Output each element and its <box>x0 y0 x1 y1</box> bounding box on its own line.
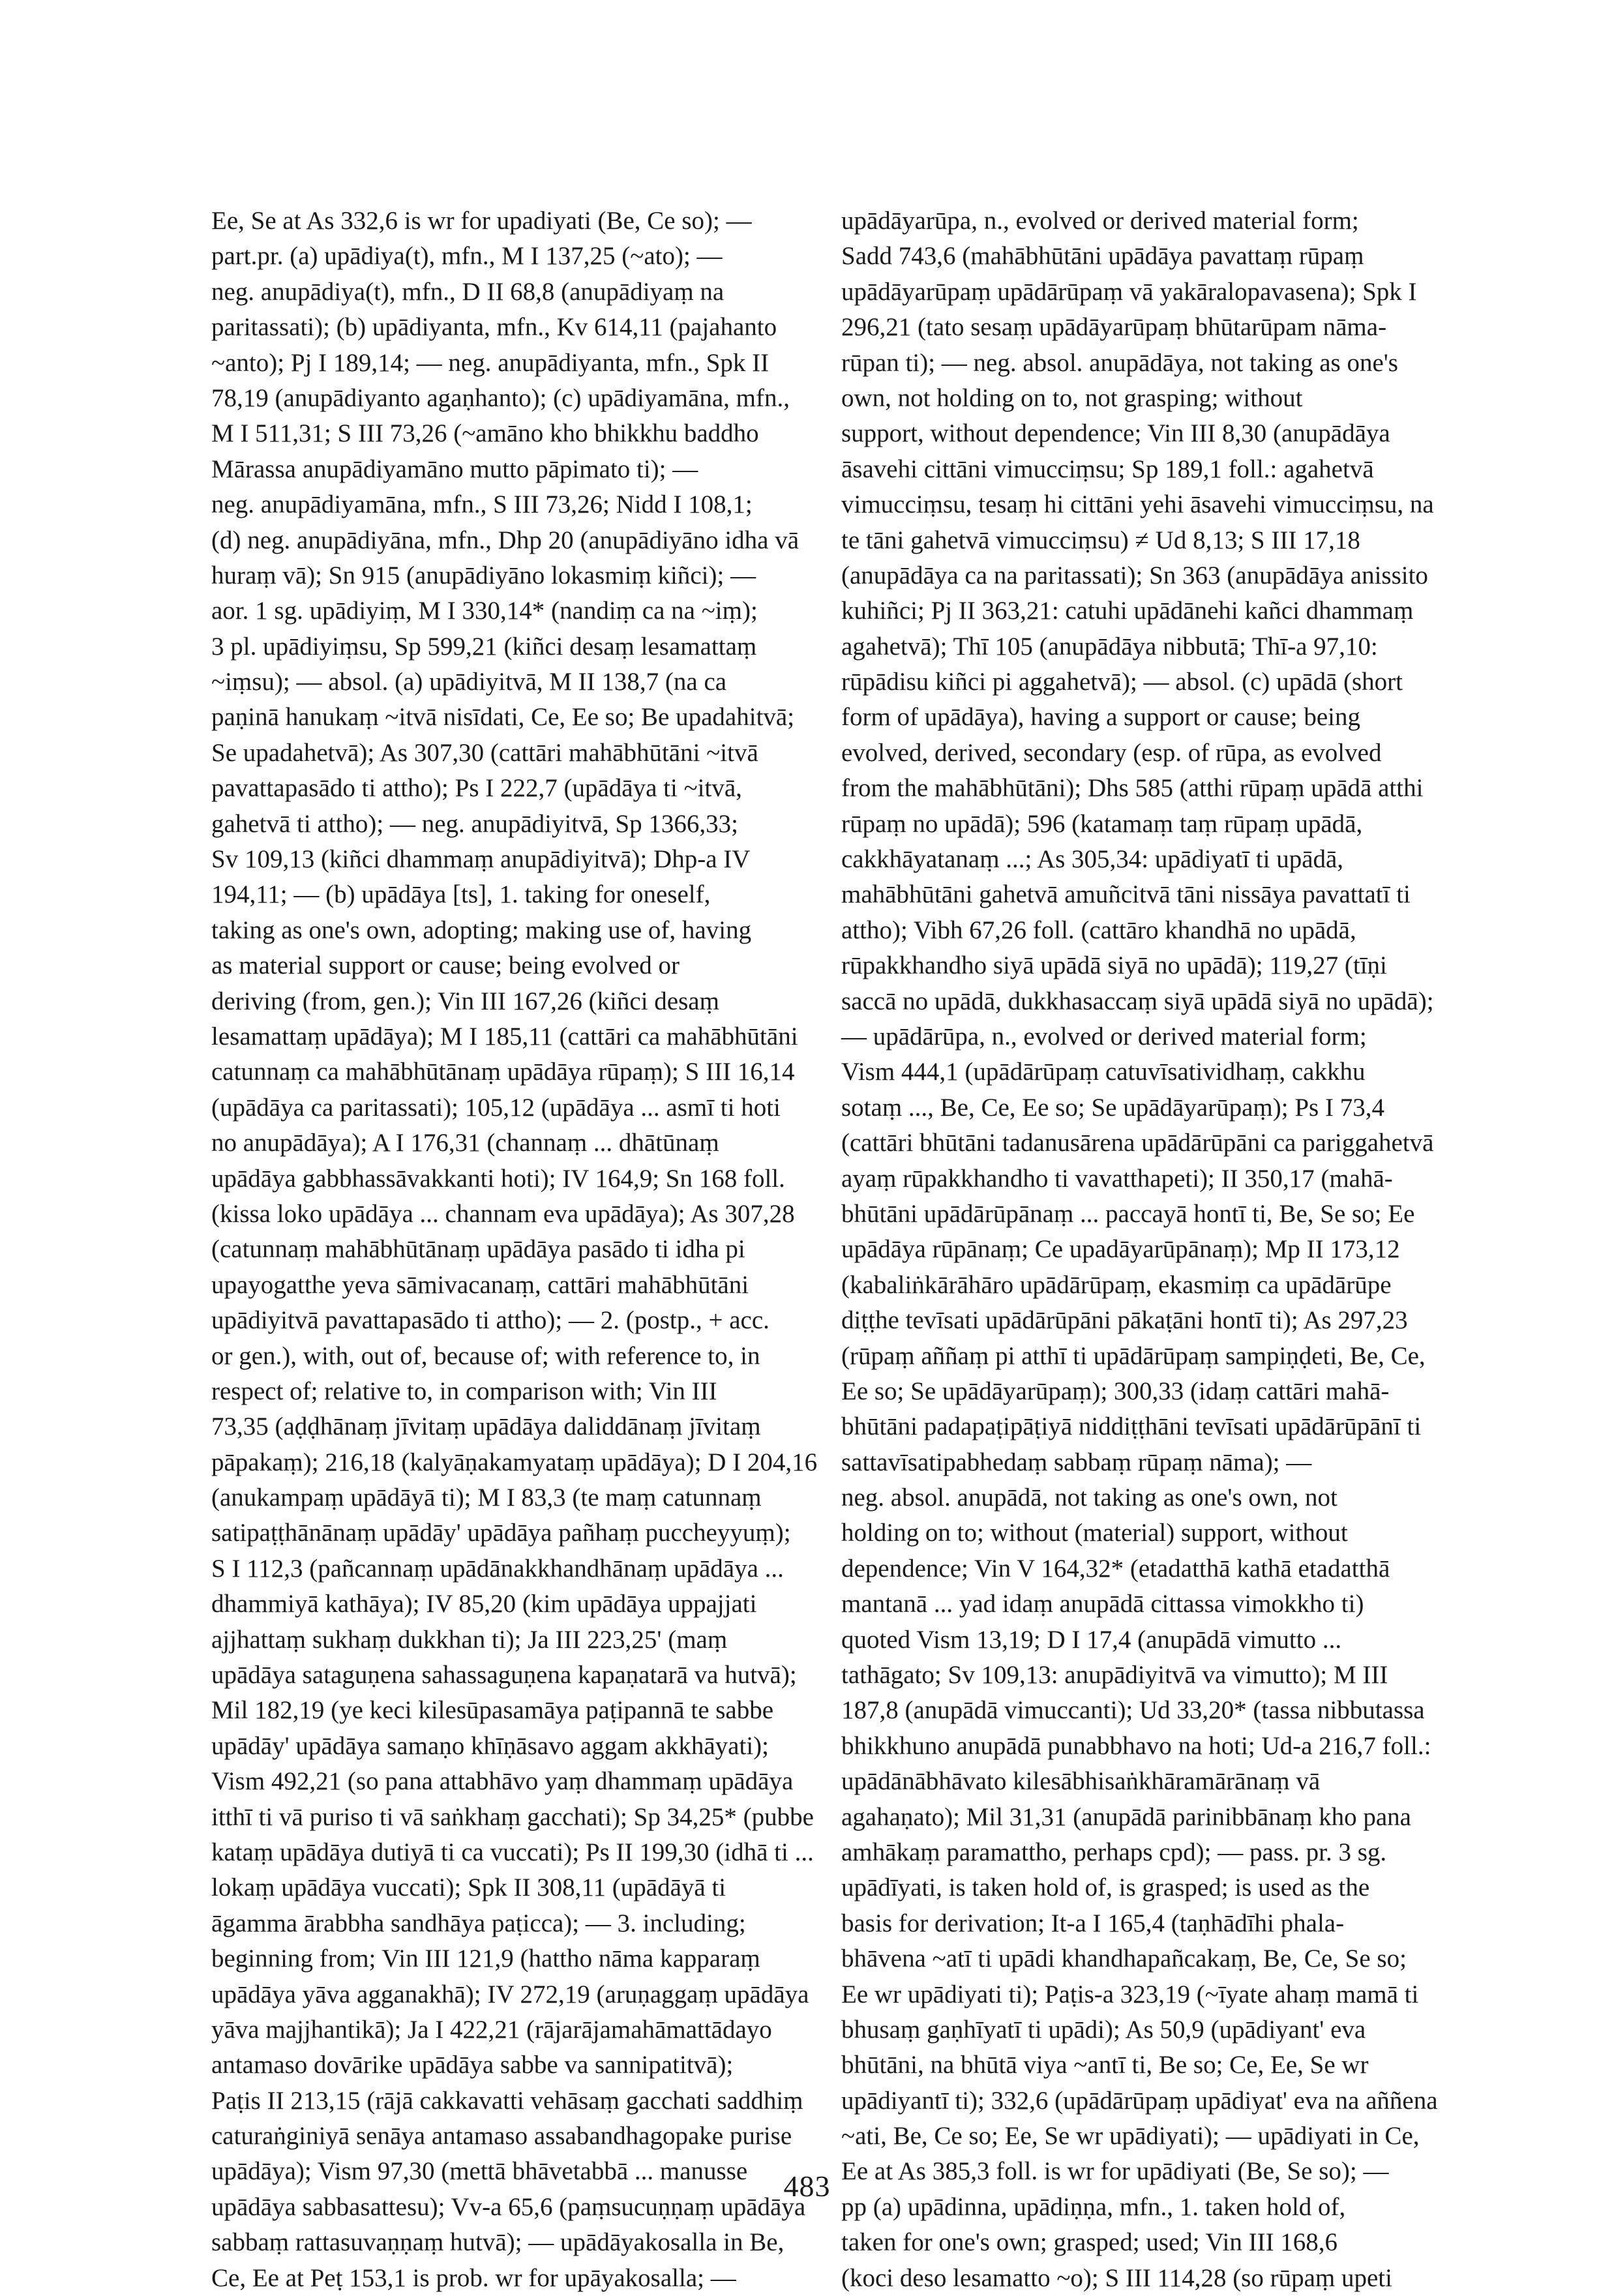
text-line: (kissa loko upādāya ... channam eva upādāya); As 307,28 <box>211 1199 795 1228</box>
text-line: upādāyarūpa, n., evolved or derived material form; <box>841 207 1359 235</box>
text-line: gahetvā ti attho); — neg. anupādiyitvā, Sp 1366,33; <box>211 809 739 838</box>
text-line: ~anto); Pj I 189,14; — neg. anupādiyanta, mfn., Spk II <box>211 348 770 377</box>
text-line: Ee, Se at As 332,6 is wr for upadiyati (Be, Ce so); — <box>211 207 752 235</box>
text-line: upādiyitvā pavattapasādo ti attho); — 2. (postp., + acc. <box>211 1306 770 1335</box>
text-line: upādāy' upādāya samaṇo khīṇāsavo aggam akkhāyati); <box>211 1731 769 1760</box>
text-line: Mil 182,19 (ye keci kilesūpasamāya paṭipannā te sabbe <box>211 1696 774 1725</box>
text-line: bhāvena ~atī ti upādi khandhapañcakaṃ, Be, Ce, Se so; <box>841 1945 1407 1973</box>
text-line: bhūtāni, na bhūtā viya ~antī ti, Be so; Ce, Ee, Se wr <box>841 2051 1369 2080</box>
text-line: ajjhattaṃ sukhaṃ dukkhan ti); Ja III 223,25' (maṃ <box>211 1625 728 1654</box>
text-line: satipaṭṭhānānaṃ upādāy' upādāya pañhaṃ puccheyyuṃ); <box>211 1519 791 1547</box>
text-line: diṭṭhe tevīsati upādārūpāni pākaṭāni hontī ti); As 297,23 <box>841 1306 1408 1335</box>
text-line: neg. absol. anupādā, not taking as one's own, not <box>841 1483 1338 1512</box>
text-line: deriving (from, gen.); Vin III 167,26 (kiñci desaṃ <box>211 987 719 1015</box>
text-line: ayaṃ rūpakkhandho ti vavatthapeti); II 350,17 (mahā- <box>841 1164 1393 1193</box>
text-line: taken for one's own; grasped; used; Vin III 168,6 <box>841 2228 1338 2257</box>
text-line: (cattāri bhūtāni tadanusārena upādārūpāni ca pariggahetvā <box>841 1129 1434 1157</box>
text-line: upādiyantī ti); 332,6 (upādārūpaṃ upādiyat' eva na aññena <box>841 2086 1438 2115</box>
text-line: agahetvā); Thī 105 (anupādāya nibbutā; Thī-a 97,10: <box>841 632 1378 661</box>
text-line: (upādāya ca paritassati); 105,12 (upādāya ... asmī ti hoti <box>211 1093 781 1122</box>
text-line: bhūtāni upādārūpānaṃ ... paccayā hontī ti, Be, Se so; Ee <box>841 1199 1415 1228</box>
text-line: sabbaṃ rattasuvaṇṇaṃ hutvā); — upādāyakosalla in Be, <box>211 2228 785 2257</box>
text-line: aor. 1 sg. upādiyiṃ, M I 330,14* (nandiṃ ca na ~iṃ); <box>211 597 758 625</box>
text-line: evolved, derived, secondary (esp. of rūpa, as evolved <box>841 738 1382 767</box>
text-line: bhikkhuno anupādā punabbhavo na hoti; Ud-a 216,7 foll.: <box>841 1731 1431 1760</box>
text-line: te tāni gahetvā vimucciṃsu) ≠ Ud 8,13; S III 17,18 <box>841 526 1360 554</box>
text-line: ~ati, Be, Ce so; Ee, Se wr upādiyati); — upādiyati in Ce, <box>841 2122 1420 2151</box>
text-line: part.pr. (a) upādiya(t), mfn., M I 137,25 (~ato); — <box>211 242 723 271</box>
text-line: (kabaliṅkārāhāro upādārūpaṃ, ekasmiṃ ca upādārūpe <box>841 1270 1392 1299</box>
text-line: 187,8 (anupādā vimuccanti); Ud 33,20* (tassa nibbutassa <box>841 1696 1425 1725</box>
text-line: tathāgato; Sv 109,13: anupādiyitvā va vimutto); M III <box>841 1661 1388 1690</box>
text-line: beginning from; Vin III 121,9 (hattho nāma kapparaṃ <box>211 1945 760 1973</box>
text-line: Ee wr upādiyati ti); Paṭis-a 323,19 (~īyate ahaṃ mamā ti <box>841 1980 1419 2008</box>
text-line: upādāyarūpaṃ upādārūpaṃ vā yakāralopavasena); Spk I <box>841 277 1417 306</box>
text-line: 194,11; — (b) upādāya [ts], 1. taking for oneself, <box>211 880 711 909</box>
text-line: rūpādisu kiñci pi aggahetvā); — absol. (c) upādā (short <box>841 668 1403 696</box>
text-line: basis for derivation; It-a I 165,4 (taṇhādīhi phala- <box>841 1909 1345 1937</box>
text-line: upādānābhāvato kilesābhisaṅkhāramārānaṃ vā <box>841 1767 1321 1796</box>
text-line: amhākaṃ paramattho, perhaps cpd); — pass. pr. 3 sg. <box>841 1838 1387 1866</box>
text-line: āgamma ārabbha sandhāya paṭicca); — 3. including; <box>211 1909 746 1937</box>
text-line: 296,21 (tato sesaṃ upādāyarūpaṃ bhūtarūpam nāma- <box>841 313 1387 342</box>
text-line: quoted Vism 13,19; D I 17,4 (anupādā vimutto ... <box>841 1625 1342 1654</box>
text-line: Paṭis II 213,15 (rājā cakkavatti vehāsaṃ gacchati saddhiṃ <box>211 2086 803 2115</box>
text-line: pp (a) upādinna, upādiṇṇa, mfn., 1. taken hold of, <box>841 2192 1346 2221</box>
text-line: upādāya rūpānaṃ; Ce upadāyarūpānaṃ); Mp II 173,12 <box>841 1235 1400 1264</box>
text-line: as material support or cause; being evolved or <box>211 951 680 980</box>
text-line: Mārassa anupādiyamāno mutto pāpimato ti); — <box>211 455 698 483</box>
text-line: rūpakkhandho siyā upādā siyā no upādā); 119,27 (tīṇi <box>841 951 1387 980</box>
text-line: — upādārūpa, n., evolved or derived material form; <box>841 1022 1367 1051</box>
text-line: pāpakaṃ); 216,18 (kalyāṇakamyataṃ upādāya); D I 204,16 <box>211 1448 818 1476</box>
text-line: (d) neg. anupādiyāna, mfn., Dhp 20 (anupādiyāno idha vā <box>211 526 800 554</box>
text-line: sotaṃ ..., Be, Ce, Ee so; Se upādāyarūpaṃ); Ps I 73,4 <box>841 1093 1384 1122</box>
text-line: dependence; Vin V 164,32* (etadatthā kathā etadatthā <box>841 1554 1390 1583</box>
text-line: yāva majjhantikā); Ja I 422,21 (rājarājamahāmattādayo <box>211 2015 772 2044</box>
text-line: upādāya yāva agganakhā); IV 272,19 (aruṇaggaṃ upādāya <box>211 1980 809 2008</box>
text-line: or gen.), with, out of, because of; with reference to, in <box>211 1341 760 1370</box>
text-line: Vism 444,1 (upādārūpaṃ catuvīsatividhaṃ, cakkhu <box>841 1058 1366 1086</box>
text-line: upādāya); Vism 97,30 (mettā bhāvetabbā ... manusse <box>211 2157 748 2186</box>
text-line: Se upadahetvā); As 307,30 (cattāri mahābhūtāni ~itvā <box>211 738 758 767</box>
text-line: neg. anupādiyamāna, mfn., S III 73,26; Nidd I 108,1; <box>211 490 753 519</box>
text-line: caturaṅginiyā senāya antamaso assabandhagopake purise <box>211 2122 792 2151</box>
text-line: upādāya gabbhassāvakkanti hoti); IV 164,9; Sn 168 foll. <box>211 1164 785 1193</box>
text-line: neg. anupādiya(t), mfn., D II 68,8 (anupādiyaṃ na <box>211 277 725 306</box>
text-line: own, not holding on to, not grasping; without <box>841 383 1303 412</box>
text-line: S I 112,3 (pañcannaṃ upādānakkhandhānaṃ upādāya ... <box>211 1554 784 1583</box>
text-line: ~iṃsu); — absol. (a) upādiyitvā, M II 138,7 (na ca <box>211 668 727 696</box>
text-line: vimucciṃsu, tesaṃ hi cittāni yehi āsavehi vimucciṃsu, na <box>841 490 1434 519</box>
text-line: rūpaṃ no upādā); 596 (katamaṃ taṃ rūpaṃ upādā, <box>841 809 1363 838</box>
text-line: Sv 109,13 (kiñci dhammaṃ anupādiyitvā); Dhp-a IV <box>211 845 751 874</box>
text-line: bhūtāni padapaṭipāṭiyā niddiṭṭhāni tevīsati upādārūpānī ti <box>841 1412 1422 1441</box>
page-number: 483 <box>783 2169 831 2203</box>
text-line: rūpan ti); — neg. absol. anupādāya, not taking as one's <box>841 348 1398 377</box>
text-line: (catunnaṃ mahābhūtānaṃ upādāya pasādo ti idha pi <box>211 1235 745 1264</box>
text-line: upādāya sataguṇena sahassaguṇena kapaṇatarā va hutvā); <box>211 1661 797 1690</box>
text-line: huraṃ vā); Sn 915 (anupādiyāno lokasmiṃ kiñci); — <box>211 561 756 589</box>
text-line: from the mahābhūtāni); Dhs 585 (atthi rūpaṃ upādā atthi <box>841 774 1424 803</box>
text-line: 73,35 (aḍḍhānaṃ jīvitaṃ upādāya daliddānaṃ jīvitaṃ <box>211 1412 761 1441</box>
right-column <box>841 203 1438 2296</box>
text-line: (anukampaṃ upādāyā ti); M I 83,3 (te maṃ catunnaṃ <box>211 1483 762 1512</box>
text-line: agahaṇato); Mil 31,31 (anupādā parinibbānaṃ kho pana <box>841 1802 1411 1831</box>
text-line: paritassati); (b) upādiyanta, mfn., Kv 614,11 (pajahanto <box>211 313 777 342</box>
text-line: taking as one's own, adopting; making use of, having <box>211 916 752 944</box>
text-line: Ee at As 385,3 foll. is wr for upādiyati (Be, Se so); — <box>841 2157 1389 2186</box>
text-line: form of upādāya), having a support or cause; being <box>841 703 1360 732</box>
text-line: catunnaṃ ca mahābhūtānaṃ upādāya rūpaṃ); S III 16,14 <box>211 1058 795 1086</box>
text-line: 78,19 (anupādiyanto agaṇhanto); (c) upādiyamāna, mfn., <box>211 383 790 412</box>
text-line: lokaṃ upādāya vuccati); Spk II 308,11 (upādāyā ti <box>211 1873 726 1902</box>
text-line: Ce, Ee at Peṭ 153,1 is prob. wr for upāyakosalla; — <box>211 2263 736 2292</box>
text-line: dhammiyā kathāya); IV 85,20 (kim upādāya uppajjati <box>211 1590 757 1618</box>
text-line: lesamattaṃ upādāya); M I 185,11 (cattāri ca mahābhūtāni <box>211 1022 798 1051</box>
text-line: support, without dependence; Vin III 8,30 (anupādāya <box>841 419 1390 448</box>
text-line: respect of; relative to, in comparison with; Vin III <box>211 1377 717 1405</box>
text-line: mahābhūtāni gahetvā amuñcitvā tāni nissāya pavattatī ti <box>841 880 1411 909</box>
text-line: Ee so; Se upādāyarūpaṃ); 300,33 (idaṃ cattāri mahā- <box>841 1377 1390 1405</box>
text-line: no anupādāya); A I 176,31 (channaṃ ... dhātūnaṃ <box>211 1129 719 1157</box>
text-line: 3 pl. upādiyiṃsu, Sp 599,21 (kiñci desaṃ lesamattaṃ <box>211 632 757 661</box>
text-line: holding on to; without (material) support, without <box>841 1519 1348 1547</box>
text-line: kataṃ upādāya dutiyā ti ca vuccati); Ps II 199,30 (idhā ti ... <box>211 1838 814 1866</box>
text-line: itthī ti vā puriso ti vā saṅkhaṃ gacchati); Sp 34,25* (pubbe <box>211 1802 814 1831</box>
text-line: Sadd 743,6 (mahābhūtāni upādāya pavattaṃ rūpaṃ <box>841 242 1364 271</box>
text-line: attho); Vibh 67,26 foll. (cattāro khandhā no upādā, <box>841 916 1356 944</box>
text-line: upādīyati, is taken hold of, is grasped; is used as the <box>841 1873 1370 1902</box>
text-line: antamaso dovārike upādāya sabbe va sannipatitvā); <box>211 2051 734 2080</box>
text-line: (anupādāya ca na paritassati); Sn 363 (anupādāya anissito <box>841 561 1428 589</box>
text-line: bhusaṃ gaṇhīyatī ti upādi); As 50,9 (upādiyant' eva <box>841 2015 1366 2044</box>
text-line: (rūpaṃ aññaṃ pi atthī ti upādārūpaṃ sampiṇḍeti, Be, Ce, <box>841 1341 1426 1370</box>
text-line: M I 511,31; S III 73,26 (~amāno kho bhikkhu baddho <box>211 419 759 448</box>
text-line: upādāya sabbasattesu); Vv-a 65,6 (paṃsucuṇṇaṃ upādāya <box>211 2192 806 2221</box>
text-line: Vism 492,21 (so pana attabhāvo yaṃ dhammaṃ upādāya <box>211 1767 794 1796</box>
text-line: sattavīsatipabhedaṃ sabbaṃ rūpaṃ nāma); — <box>841 1448 1312 1476</box>
text-line: paṇinā hanukaṃ ~itvā nisīdati, Ce, Ee so; Be upadahitvā; <box>211 703 795 732</box>
text-line: pavattapasādo ti attho); Ps I 222,7 (upādāya ti ~itvā, <box>211 774 742 803</box>
text-line: upayogatthe yeva sāmivacanaṃ, cattāri mahābhūtāni <box>211 1270 749 1299</box>
text-line: saccā no upādā, dukkhasaccaṃ siyā upādā siyā no upādā); <box>841 987 1434 1015</box>
text-line: (koci deso lesamatto ~o); S III 114,28 (so rūpaṃ upeti <box>841 2263 1392 2292</box>
text-line: āsavehi cittāni vimucciṃsu; Sp 189,1 foll.: agahetvā <box>841 455 1374 483</box>
text-line: kuhiñci; Pj II 363,21: catuhi upādānehi kañci dhammaṃ <box>841 597 1414 625</box>
text-line: mantanā ... yad idaṃ anupādā cittassa vimokkho ti) <box>841 1590 1364 1618</box>
text-line: cakkhāyatanaṃ ...; As 305,34: upādiyatī ti upādā, <box>841 845 1344 874</box>
